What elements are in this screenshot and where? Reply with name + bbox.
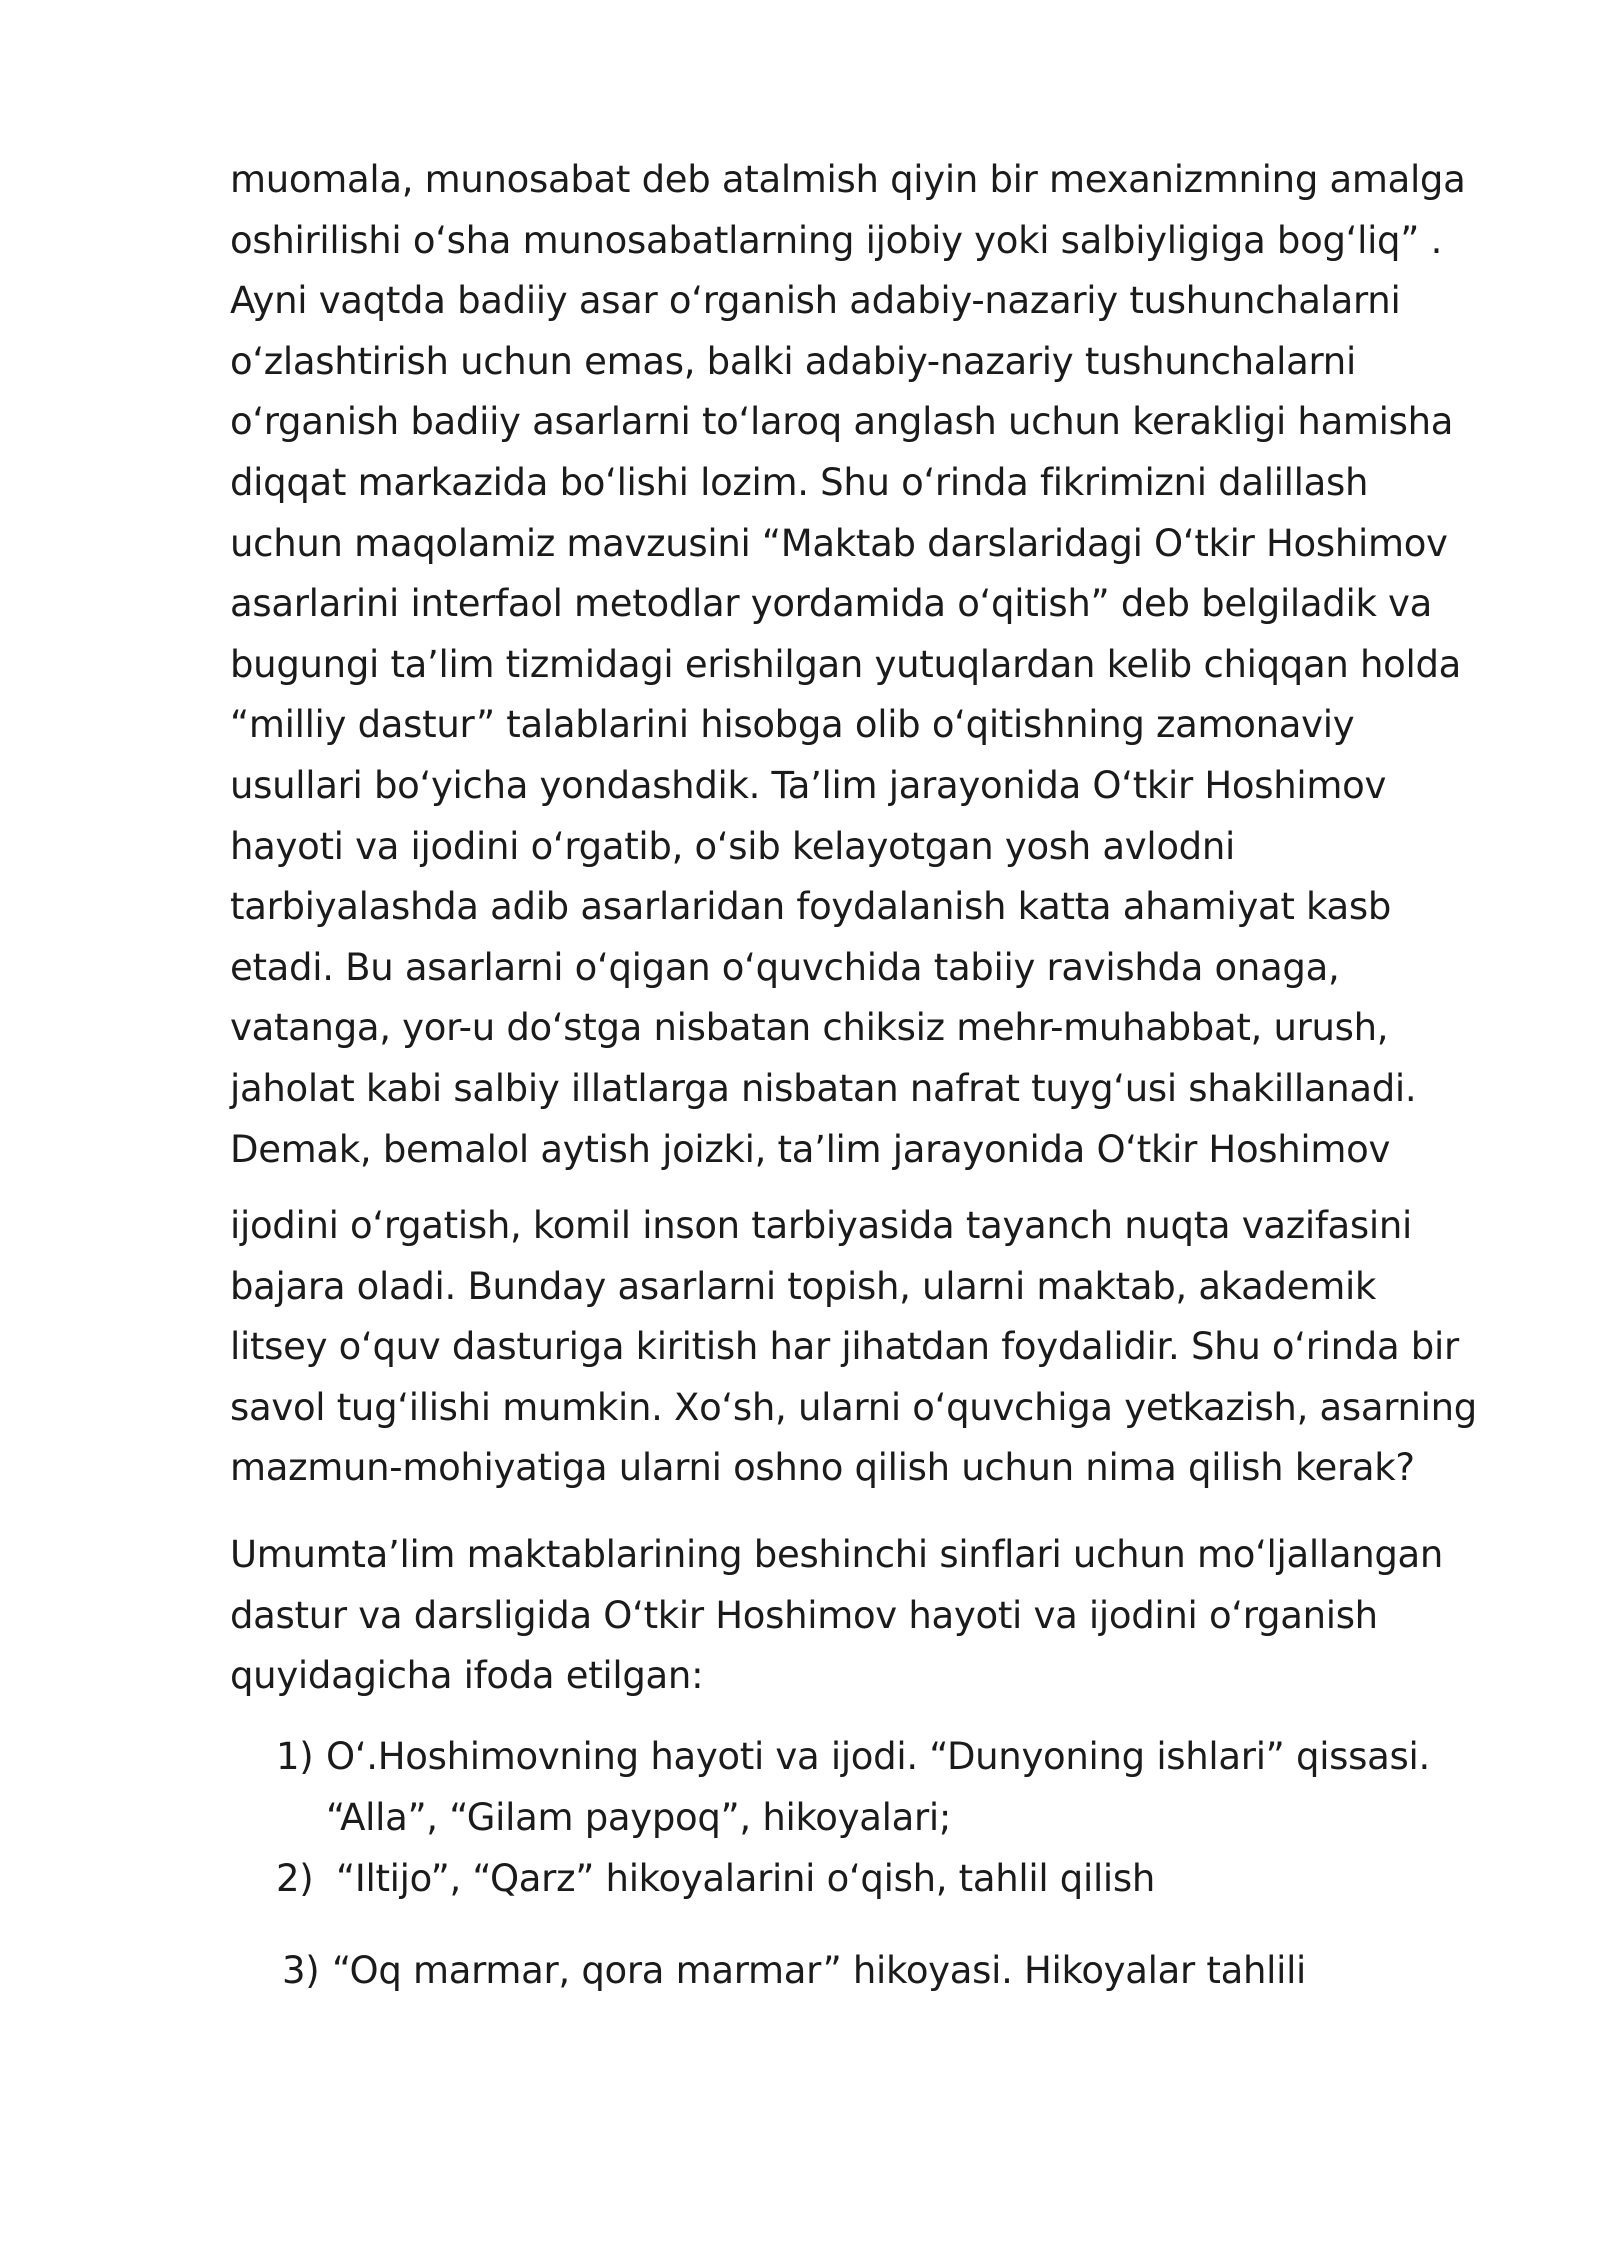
text-line: usullari boʻyicha yondashdik. Ta’lim jarayonida Oʻtkir Hoshimov [230,763,1387,807]
text-line: Demak, bemalol aytish joizki, ta’lim jarayonida Oʻtkir Hoshimov [230,1127,1391,1171]
text-line: ijodini oʻrgatish, komil inson tarbiyasida tayanch nuqta vazifasini [230,1204,1413,1247]
text-line: Ayni vaqtda badiiy asar oʻrganish adabiy-nazariy tushunchalarni [230,279,1401,323]
list-item [276,1727,1430,1839]
text-line: vatanga, yor-u doʻstga nisbatan chiksiz mehr-muhabbat, urush, [230,1006,1389,1050]
list-item-number: 3) [282,1949,320,1992]
paragraph-3 [230,1525,1500,1707]
list-item-text: Oʻ.Hoshimovning hayoti va ijodi. “Dunyoning ishlari” qissasi. [326,1735,1430,1778]
list-item [276,1849,1155,1910]
text-line: litsey oʻquv dasturiga kiritish har jihatdan foydalidir. Shu oʻrinda bir [230,1325,1459,1369]
paragraph-1 [230,150,1500,1180]
text-line: uchun maqolamiz mavzusini “Maktab darslaridagi Oʻtkir Hoshimov [230,521,1448,565]
text-line: diqqat markazida boʻlishi lozim. Shu oʻrinda fikrimizni dalillash [230,460,1369,504]
text-line: dastur va darsligida Oʻtkir Hoshimov hayoti va ijodini oʻrganish [230,1593,1378,1637]
text-line: quyidagicha ifoda etilgan: [230,1654,704,1698]
text-line: “milliy dastur” talablarini hisobga olib oʻqitishning zamonaviy [230,703,1355,747]
text-line: hayoti va ijodini oʻrgatib, oʻsib kelayotgan yosh avlodni [230,824,1235,868]
list-item-text-continuation: “Alla”, “Gilam paypoq”, hikoyalari; [326,1795,952,1839]
text-line: muomala, munosabat deb atalmish qiyin bir mexanizmning amalga [230,158,1466,201]
text-line: etadi. Bu asarlarni oʻqigan oʻquvchida tabiiy ravishda onaga, [230,945,1340,989]
text-line: Umumta’lim maktablarining beshinchi sinflari uchun moʻljallangan [230,1533,1444,1576]
text-line: oʻzlashtirish uchun emas, balki adabiy-nazariy tushunchalarni [230,339,1356,383]
text-line: oʻrganish badiiy asarlarni toʻlaroq anglash uchun kerakligi hamisha [230,400,1454,444]
list-item-text: “Oq marmar, qora marmar” hikoyasi. Hikoyalar tahlili [332,1949,1307,1992]
text-line: asarlarini interfaol metodlar yordamida oʻqitish” deb belgiladik va [230,582,1433,626]
text-line: mazmun-mohiyatiga ularni oshno qilish uchun nima qilish kerak? [230,1446,1415,1490]
list-item-text: “Iltijo”, “Qarz” hikoyalarini oʻqish, tahlil qilish [336,1857,1156,1900]
text-line: bugungi ta’lim tizmidagi erishilgan yutuqlardan kelib chiqqan holda [230,642,1461,686]
text-line: oshirilishi oʻsha munosabatlarning ijobiy yoki salbiyligiga bogʻliq” . [230,218,1443,262]
list-item-number: 1) [276,1735,314,1778]
text-line: bajara oladi. Bunday asarlarni topish, ularni maktab, akademik [230,1264,1377,1308]
text-line: jaholat kabi salbiy illatlarga nisbatan nafrat tuygʻusi shakillanadi. [230,1066,1417,1110]
paragraph-2 [230,1196,1500,1499]
text-line: savol tugʻilishi mumkin. Xoʻsh, ularni oʻquvchiga yetkazish, asarning [230,1385,1477,1429]
list-item [282,1941,1306,2002]
text-line: tarbiyalashda adib asarlaridan foydalanish katta ahamiyat kasb [230,885,1392,929]
list-item-number: 2) [276,1857,314,1900]
